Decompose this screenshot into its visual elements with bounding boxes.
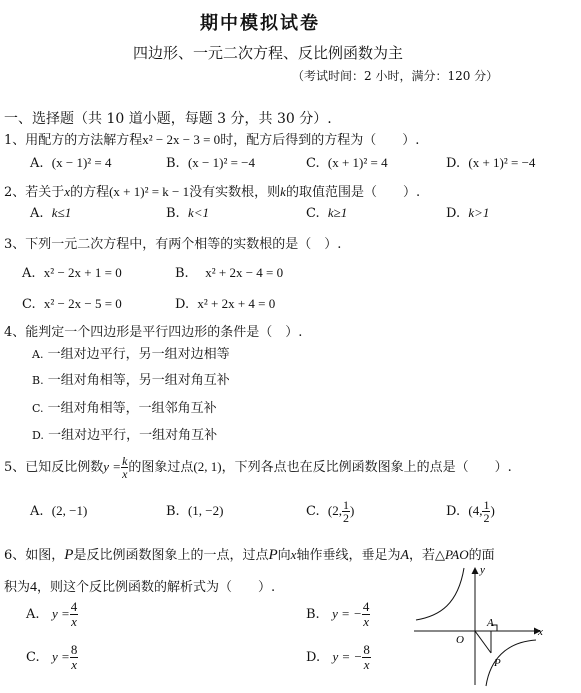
q2-var: x: [64, 184, 71, 199]
question-2-stem: [4, 181, 420, 200]
option-label: D.: [446, 504, 461, 519]
frac-numerator: 8: [363, 642, 370, 657]
q2-option-b[interactable]: [166, 205, 209, 221]
option-fraction: [362, 600, 371, 629]
q3-option-c[interactable]: [22, 296, 122, 312]
frac-numerator: 8: [70, 642, 78, 657]
q6-text-mid: 是反比例函数图象上的一点，过点: [73, 548, 269, 563]
segment-op: [475, 631, 491, 653]
q2-text-pre: 2、若关于: [4, 185, 65, 200]
q6-text-mid2: 向: [277, 548, 291, 563]
option-text-post: ): [490, 503, 495, 518]
option-label: A.: [22, 266, 36, 281]
option-text: x² − 2x − 5 = 0: [43, 296, 122, 311]
option-label: A.: [32, 348, 44, 361]
q4-option-d[interactable]: [32, 424, 217, 443]
q3-option-d[interactable]: [175, 296, 275, 312]
option-label: A.: [30, 156, 44, 171]
option-label: D.: [446, 206, 461, 221]
point-a-label: A: [487, 617, 494, 629]
option-text-post: ): [349, 503, 355, 518]
question-3-stem: 3、下列一元二次方程中，有两个相等的实数根的是（ ）.: [4, 237, 342, 252]
option-label: C.: [22, 297, 36, 312]
option-label: D.: [32, 429, 44, 442]
q5-text-mid: 的图象过点: [128, 460, 194, 475]
q2-option-d[interactable]: [446, 205, 489, 221]
option-text: (x − 1)² = 4: [51, 155, 112, 170]
option-text: k<1: [187, 205, 209, 220]
option-fraction: [70, 643, 79, 672]
frac-numerator: 1: [342, 498, 349, 512]
option-text: (1, −2): [187, 503, 224, 518]
option-fraction: [362, 643, 371, 672]
q5-option-b[interactable]: [166, 496, 223, 526]
option-text: k≤1: [51, 205, 72, 220]
q6-option-c[interactable]: [26, 640, 78, 674]
q5-option-a[interactable]: [30, 496, 87, 526]
section-heading: 一、选择题（共 10 道小题，每题 3 分，共 30 分）.: [4, 111, 332, 127]
q1-option-a[interactable]: [30, 155, 112, 171]
y-axis-label: y: [480, 564, 485, 576]
option-label: A.: [30, 504, 44, 519]
q6-x: x: [290, 547, 297, 562]
q5-y-eq: y =: [103, 459, 122, 474]
q4-option-b[interactable]: [32, 369, 230, 388]
frac-numerator: 4: [70, 599, 78, 614]
frac-denominator: x: [71, 657, 77, 672]
option-text: 一组对边平行，另一组对边相等: [47, 347, 230, 362]
q1-text-post: 时，配方后得到的方程为（ ）.: [220, 133, 420, 148]
option-label: C.: [306, 156, 320, 171]
question-1-stem: [4, 129, 419, 148]
q2-text-mid2: 没有实数根，则: [189, 185, 281, 200]
q2-option-c[interactable]: [306, 205, 347, 221]
option-label: B.: [166, 156, 180, 171]
option-label: C.: [32, 402, 44, 415]
option-text-pre: (4,: [468, 503, 483, 518]
q5-point: (2, 1): [193, 459, 222, 474]
frac-numerator: 1: [483, 498, 490, 512]
q1-equation: x² − 2x − 3 = 0: [142, 132, 221, 147]
option-label: D.: [306, 650, 321, 665]
frac-denominator: x: [71, 614, 77, 629]
option-y-eq: y =: [51, 606, 70, 621]
page-subtitle: 四边形、一元二次方程、反比例函数为主: [133, 44, 404, 62]
option-y-eq: y = −: [332, 606, 362, 621]
option-fraction: [70, 600, 79, 629]
q4-option-c[interactable]: [32, 397, 217, 416]
point-p-label: P: [494, 657, 501, 669]
q6-text-mid3: 轴作垂线，垂足为: [296, 548, 401, 563]
q1-option-b[interactable]: [166, 155, 255, 171]
q6-point-p2: P: [268, 547, 278, 563]
q6-text-l2-pre: 积为: [4, 580, 31, 595]
option-text: x² + 2x − 4 = 0: [205, 265, 284, 280]
question-5-stem: [4, 452, 512, 482]
option-text: 一组对边平行，一组对角互补: [48, 428, 218, 443]
q5-option-d[interactable]: [446, 496, 495, 526]
option-text: 一组对角相等，另一组对角互补: [47, 373, 230, 388]
option-label: D.: [446, 156, 461, 171]
q6-point-a: A: [400, 548, 410, 563]
option-label: B.: [306, 607, 320, 622]
q3-option-b[interactable]: [175, 265, 283, 281]
option-label: B.: [175, 266, 189, 281]
origin-label: O: [456, 634, 464, 646]
frac-numerator: k: [122, 454, 128, 468]
q6-option-d[interactable]: [306, 640, 371, 674]
q2-k: k: [280, 184, 286, 199]
option-label: A.: [30, 206, 44, 221]
option-text: x² + 2x + 4 = 0: [197, 296, 276, 311]
q1-option-d[interactable]: [446, 155, 535, 171]
frac-denominator: x: [363, 614, 370, 629]
option-fraction: [342, 499, 350, 524]
exam-info: （考试时间：2 小时，满分：120 分）: [292, 69, 499, 83]
q6-triangle: △PAO: [435, 547, 469, 562]
q5-option-c[interactable]: [306, 496, 354, 526]
q6-point-p: P: [64, 547, 74, 563]
q3-option-a[interactable]: [22, 265, 122, 281]
frac-denominator: 2: [483, 511, 490, 525]
option-label: C.: [306, 206, 320, 221]
q6-option-b[interactable]: [306, 597, 370, 631]
q1-text-pre: 1、用配方的方法解方程: [4, 133, 143, 148]
option-label: B.: [166, 504, 180, 519]
q6-text-pre: 6、如图，: [4, 548, 65, 563]
option-y-eq: y =: [52, 649, 70, 664]
x-axis-label: x: [538, 626, 543, 638]
q5-text-pre: 5、已知反比例数: [4, 460, 104, 475]
q2-equation: (x + 1)² = k − 1: [109, 184, 190, 199]
frac-denominator: x: [122, 467, 128, 481]
q4-option-a[interactable]: [32, 343, 230, 362]
q6-option-a[interactable]: [26, 597, 78, 631]
q6-text-l2-post: ，则这个反比例函数的解析式为（ ）.: [37, 580, 276, 595]
q6-graph: [410, 560, 560, 688]
option-text-pre: (2,: [327, 503, 342, 518]
question-6-stem-line2: [4, 576, 275, 596]
option-text: 一组对角相等，一组邻角互补: [47, 401, 217, 416]
q6-text-post: 的面: [468, 548, 495, 563]
frac-denominator: 2: [342, 511, 349, 525]
option-label: C.: [306, 504, 320, 519]
option-label: B.: [32, 374, 44, 387]
option-text: k≥1: [327, 205, 348, 220]
q2-text-post: 的取值范围是（ ）.: [285, 185, 421, 200]
option-text: x² − 2x + 1 = 0: [43, 265, 122, 280]
q1-option-c[interactable]: [306, 155, 388, 171]
option-text: (2, −1): [51, 503, 88, 518]
option-label: D.: [175, 297, 190, 312]
frac-numerator: 4: [362, 599, 370, 614]
option-y-eq: y = −: [332, 649, 363, 664]
q2-option-a[interactable]: [30, 205, 71, 221]
q2-text-mid: 的方程: [70, 185, 110, 200]
question-4-stem: 4、能判定一个四边形是平行四边形的条件是（ ）.: [4, 325, 303, 340]
option-label: C.: [26, 650, 40, 665]
q6-text-mid4: ，若: [409, 548, 436, 563]
option-label: B.: [166, 206, 180, 221]
option-label: A.: [26, 607, 40, 622]
q6-area-value: 4: [30, 580, 38, 595]
option-text: (x − 1)² = −4: [187, 155, 256, 170]
frac-denominator: x: [363, 657, 370, 672]
option-text: k>1: [468, 205, 490, 220]
page-title: 期中模拟试卷: [200, 13, 320, 34]
option-text: (x + 1)² = −4: [468, 155, 536, 170]
option-text: (x + 1)² = 4: [327, 155, 388, 170]
q5-text-post: ，下列各点也在反比例函数图象上的点是（ ）.: [221, 460, 512, 475]
curve-upper-left: [416, 568, 464, 620]
